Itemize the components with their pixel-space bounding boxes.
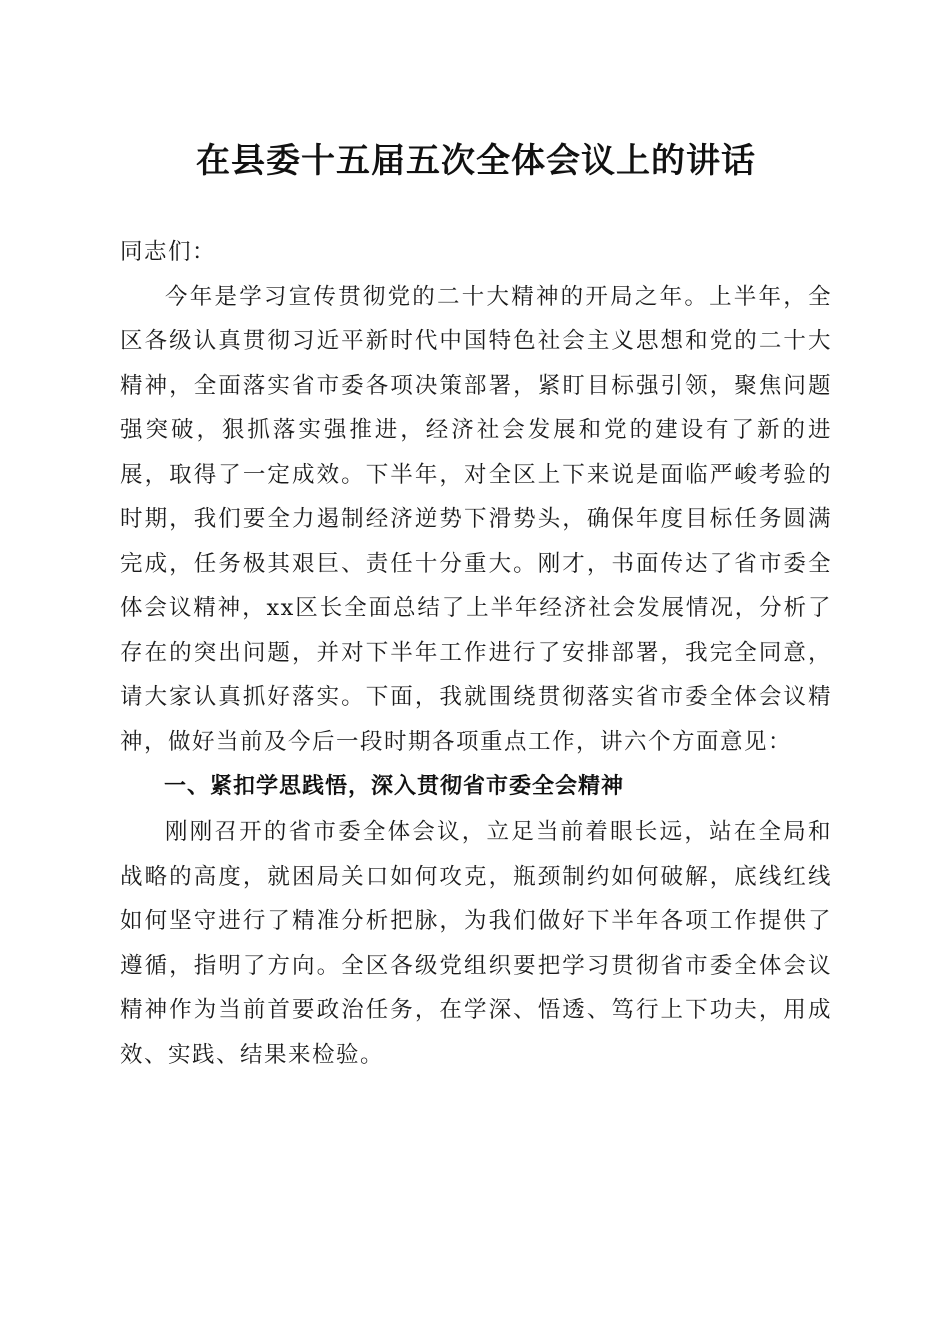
section-paragraph: 刚刚召开的省市委全体会议，立足当前着眼长远，站在全局和战略的高度，就困局关口如何攻克，瓶颈制约如何破解，底线红线如何坚守进行了精准分析把脉，为我们做好下半年各项工作提供了遵循，指明了方向。全区各级党组织要把学习贯彻省市委全体会议精神作为当前首要政治任务，在学深、悟透、笃行上下功夫，用成效、实践、结果来检验。 (120, 819, 832, 1068)
section-heading: 一、紧扣学思践悟，深入贯彻省市委全会精神 (164, 774, 625, 799)
intro-paragraph: 今年是学习宣传贯彻党的二十大精神的开局之年。上半年，全区各级认真贯彻习近平新时代中国特色社会主义思想和党的二十大精神，全面落实省市委各项决策部署，紧盯目标强引领，聚焦问题强突破，狠抓落实强推进，经济社会发展和党的建设有了新的进展，取得了一定成效。下半年，对全区上下来说是面临严峻考验的时期，我们要全力遏制经济逆势下滑势头，确保年度目标任务圆满完成，任务极其艰巨、责任十分重大。刚才，书面传达了省市委全体会议精神，xx区长全面总结了上半年经济社会发展情况，分析了存在的突出问题，并对下半年工作进行了安排部署，我完全同意，请大家认真抓好落实。下面，我就围绕贯彻落实省市委全体会议精神，做好当前及今后一段时期各项重点工作，讲六个方面意见： (120, 283, 832, 755)
document-title: 在县委十五届五次全体会议上的讲话 (196, 141, 756, 181)
salutation: 同志们： (120, 239, 217, 265)
